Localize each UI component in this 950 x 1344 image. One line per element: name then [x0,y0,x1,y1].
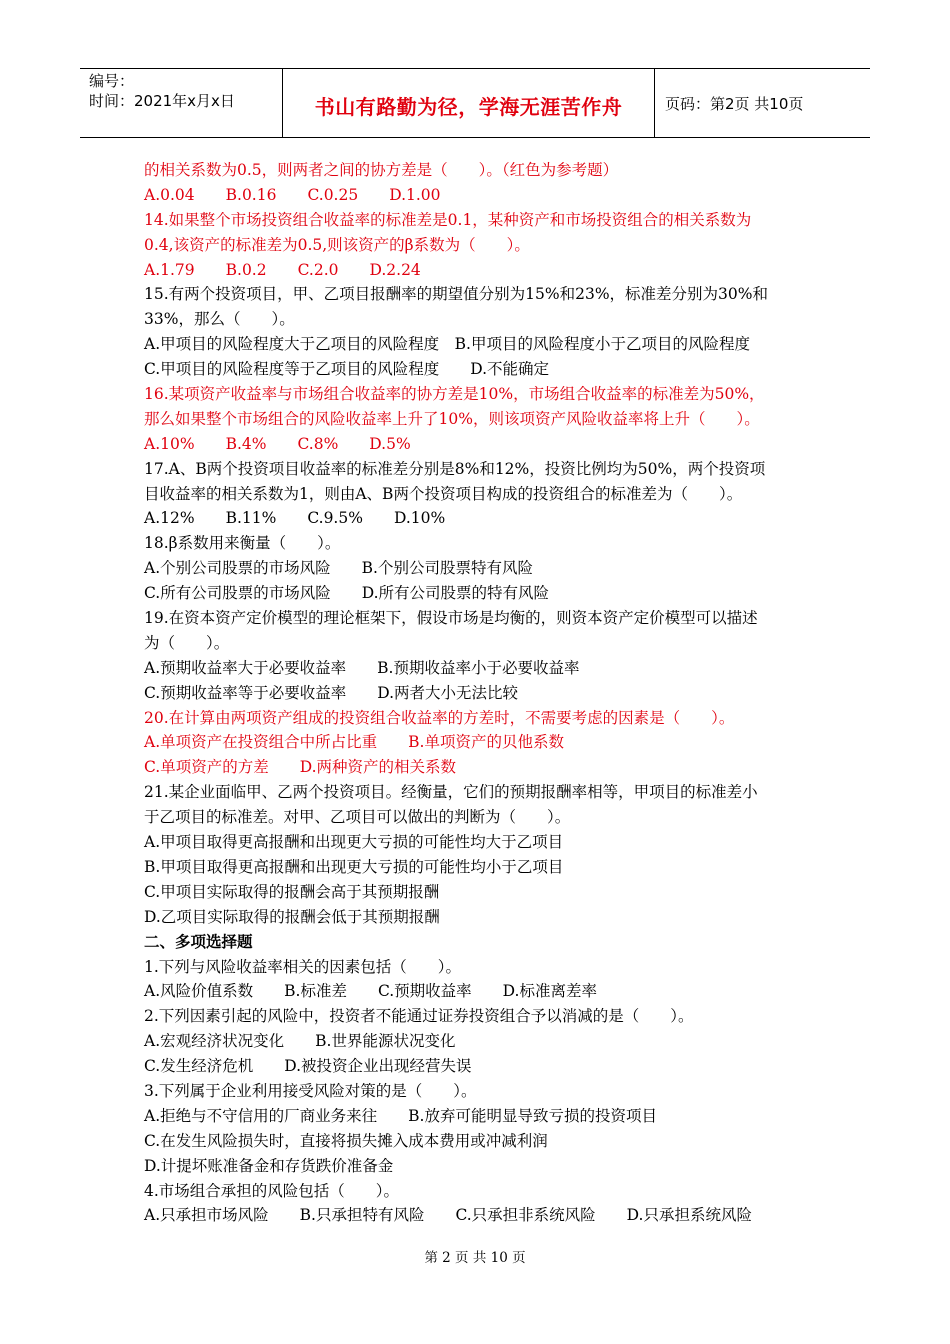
text-line: A.个别公司股票的市场风险 B.个别公司股票特有风险 [144,559,533,578]
text-line: C.甲项目实际取得的报酬会高于其预期报酬 [144,882,440,901]
text-line: 15.有两个投资项目，甲、乙项目报酬率的期望值分别为15%和23%，标准差分别为30%和 [144,285,769,304]
text-line: C.所有公司股票的市场风险 D.所有公司股票的特有风险 [144,584,550,603]
text-line: 21.某企业面临甲、乙两个投资项目。经衡量，它们的预期报酬率相等，甲项目的标准差小 [144,783,758,802]
text-line: C.发生经济危机 D.被投资企业出现经营失误 [144,1057,472,1076]
text-line: B.甲项目取得更高报酬和出现更大亏损的可能性均小于乙项目 [144,857,564,876]
document-body [144,158,824,1228]
text-line: 33%，那么（ ）。 [144,310,295,329]
text-line: 4.市场组合承担的风险包括（ ）。 [144,1181,400,1200]
text-line: 2.下列因素引起的风险中，投资者不能通过证券投资组合予以消减的是（ ）。 [144,1007,694,1026]
text-line: A.风险价值系数 B.标准差 C.预期收益率 D.标准离差率 [144,982,597,1001]
header-page-info: 页码：第2页 共10页 [665,95,804,113]
header-motto-cell [283,69,655,137]
page-footer: 第 2 页 共 10 页 [424,1250,526,1266]
header-page-cell [655,69,870,137]
text-line: 3.下列属于企业利用接受风险对策的是（ ）。 [144,1081,477,1100]
text-line: 20.在计算由两项资产组成的投资组合收益率的方差时，不需要考虑的因素是（ ）。 [144,708,735,727]
header-meta-cell [80,69,283,137]
page-header [80,68,870,138]
text-line: 的相关系数为0.5，则两者之间的协方差是（ ）。（红色为参考题） [144,161,619,179]
text-line: D.乙项目实际取得的报酬会低于其预期报酬 [144,907,440,926]
text-line: C.单项资产的方差 D.两种资产的相关系数 [144,758,457,777]
text-line: A.只承担市场风险 B.只承担特有风险 C.只承担非系统风险 D.只承担系统风险 [144,1206,752,1225]
text-line: A.12% B.11% C.9.5% D.10% [144,509,446,528]
header-motto: 书山有路勤为径，学海无涯苦作舟 [314,95,623,119]
text-line: 那么如果整个市场组合的风险收益率上升了10%，则该项资产风险收益率将上升（ ）。 [144,409,760,428]
text-line: 1.下列与风险收益率相关的因素包括（ ）。 [144,957,462,976]
text-line: C.预期收益率等于必要收益率 D.两者大小无法比较 [144,683,519,702]
text-line: A.预期收益率大于必要收益率 B.预期收益率小于必要收益率 [144,658,580,677]
text-line: 17.A、B两个投资项目收益率的标准差分别是8%和12%，投资比例均为50%，两个投资项 [144,459,766,478]
text-line: 18.β系数用来衡量（ ）。 [144,534,341,553]
text-line: A.拒绝与不守信用的厂商业务来往 B.放弃可能明显导致亏损的投资项目 [144,1106,657,1125]
text-line: A.0.04 B.0.16 C.0.25 D.1.00 [144,185,441,204]
text-line: A.10% B.4% C.8% D.5% [144,434,411,453]
text-line: 19.在资本资产定价模型的理论框架下，假设市场是均衡的，则资本资产定价模型可以描述 [144,609,758,628]
text-line: 目收益率的相关系数为1，则由A、B两个投资项目构成的投资组合的标准差为（ ）。 [144,484,743,503]
text-line: D.计提坏账准备金和存货跌价准备金 [144,1156,394,1175]
document-date: 时间：2021年x月x日 [89,92,235,110]
text-line: C.在发生风险损失时，直接将损失摊入成本费用或冲减利润 [144,1131,548,1150]
text-line: A.宏观经济状况变化 B.世界能源状况变化 [144,1032,456,1051]
section-heading: 二、多项选择题 [144,931,253,951]
document-number-label: 编号： [89,72,135,90]
text-line: 为（ ）。 [144,633,230,652]
text-line: A.甲项目取得更高报酬和出现更大亏损的可能性均大于乙项目 [144,833,564,852]
text-line: A.甲项目的风险程度大于乙项目的风险程度 B.甲项目的风险程度小于乙项目的风险程度 [144,335,750,354]
text-line: 0.4,该资产的标准差为0.5,则该资产的β系数为（ ）。 [144,235,530,254]
text-line: A.1.79 B.0.2 C.2.0 D.2.24 [144,260,421,279]
text-line: C.甲项目的风险程度等于乙项目的风险程度 D.不能确定 [144,360,550,379]
text-line: A.单项资产在投资组合中所占比重 B.单项资产的贝他系数 [144,733,564,752]
text-line: 14.如果整个市场投资组合收益率的标准差是0.1，某种资产和市场投资组合的相关系数为 [144,210,752,229]
text-line: 于乙项目的标准差。对甲、乙项目可以做出的判断为（ ）。 [144,808,571,827]
text-line: 16.某项资产收益率与市场组合收益率的协方差是10%，市场组合收益率的标准差为50%， [144,385,765,404]
